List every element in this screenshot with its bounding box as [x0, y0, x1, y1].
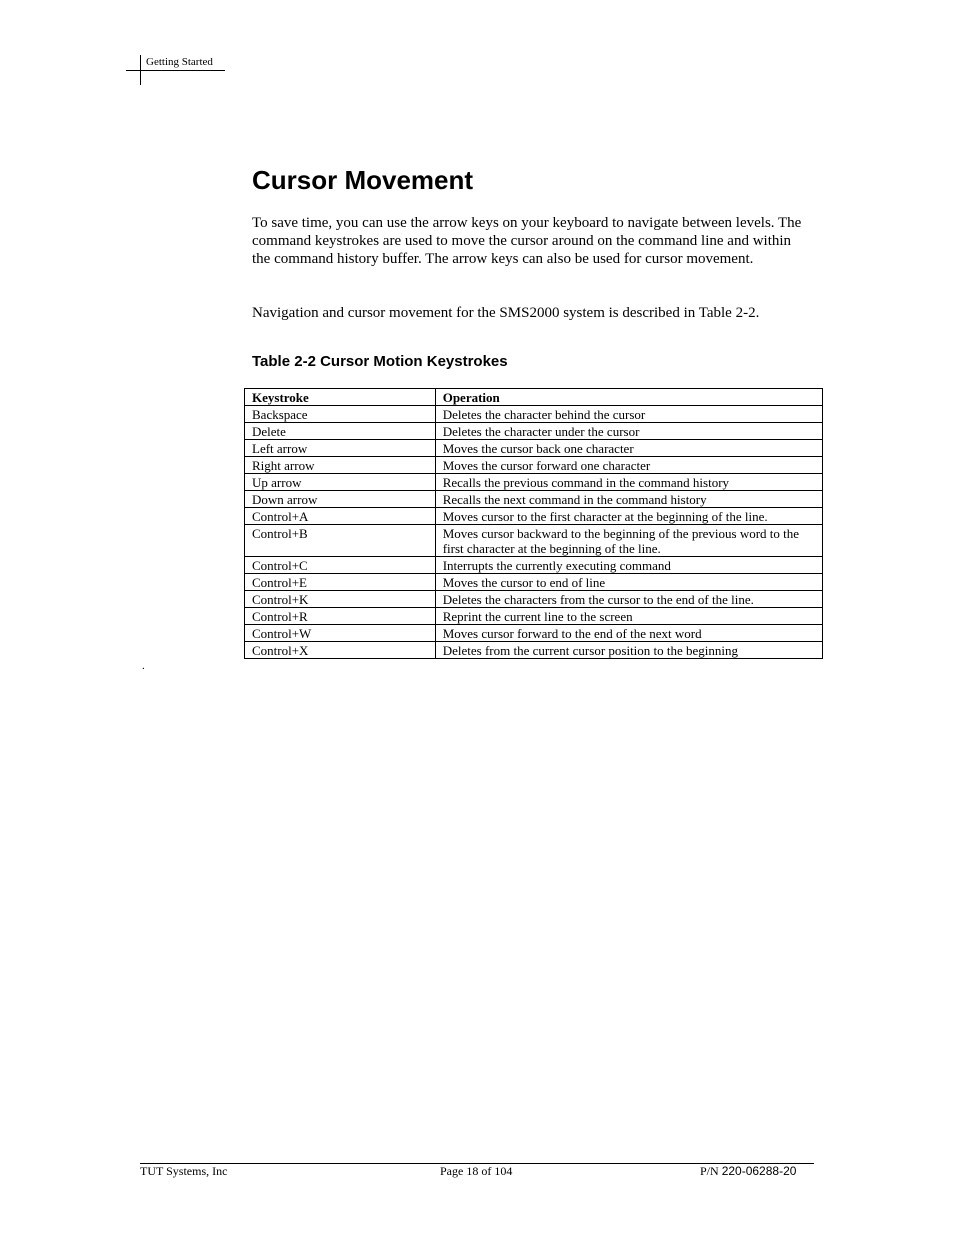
keystroke-cell: Left arrow — [245, 440, 436, 457]
table-row — [245, 642, 823, 659]
table-header-row — [245, 389, 823, 406]
intro-paragraph: To save time, you can use the arrow keys on your keyboard to navigate between levels. The command keystrokes are used to move the cursor around on the command line and within the command history buffer. The arrow keys can also be used for cursor movement. — [252, 215, 802, 267]
operation-cell: Deletes the character under the cursor — [435, 423, 822, 440]
table-row — [245, 557, 823, 574]
operation-cell: Interrupts the currently executing command — [435, 557, 822, 574]
table-row — [245, 574, 823, 591]
keystroke-cell: Control+W — [245, 625, 436, 642]
table-row — [245, 508, 823, 525]
part-number-prefix: P/N — [700, 1164, 722, 1178]
operation-cell: Deletes the character behind the cursor — [435, 406, 822, 423]
operation-cell: Recalls the next command in the command history — [435, 491, 822, 508]
keystroke-cell: Control+E — [245, 574, 436, 591]
operation-cell: Moves the cursor to end of line — [435, 574, 822, 591]
operation-cell: Moves cursor backward to the beginning of the previous word to the first character at the beginning of the line. — [435, 525, 822, 557]
column-header-keystroke: Keystroke — [245, 389, 436, 406]
operation-cell: Deletes from the current cursor position to the beginning — [435, 642, 822, 659]
part-number-value: 220-06288-20 — [721, 1164, 797, 1178]
keystroke-cell: Backspace — [245, 406, 436, 423]
stray-mark: . — [142, 660, 145, 672]
table-caption: Table 2-2 Cursor Motion Keystrokes — [252, 353, 508, 370]
table-row — [245, 457, 823, 474]
keystroke-cell: Control+R — [245, 608, 436, 625]
header-corner-tick — [140, 55, 141, 85]
footer-page-number: Page 18 of 104 — [440, 1164, 513, 1178]
keystroke-cell: Control+B — [245, 525, 436, 557]
operation-cell: Deletes the characters from the cursor to the end of the line. — [435, 591, 822, 608]
keystroke-cell: Control+K — [245, 591, 436, 608]
operation-cell: Recalls the previous command in the command history — [435, 474, 822, 491]
keystroke-table — [244, 388, 823, 659]
footer-company: TUT Systems, Inc — [140, 1164, 228, 1178]
keystroke-cell: Control+A — [245, 508, 436, 525]
keystroke-cell: Right arrow — [245, 457, 436, 474]
operation-cell: Moves cursor to the first character at the beginning of the line. — [435, 508, 822, 525]
table-row — [245, 474, 823, 491]
keystroke-cell: Control+X — [245, 642, 436, 659]
table-row — [245, 525, 823, 557]
table-row — [245, 440, 823, 457]
keystroke-cell: Down arrow — [245, 491, 436, 508]
table-reference-paragraph: Navigation and cursor movement for the SMS2000 system is described in Table 2-2. — [252, 305, 760, 321]
keystroke-cell: Up arrow — [245, 474, 436, 491]
keystroke-cell: Delete — [245, 423, 436, 440]
table-row — [245, 423, 823, 440]
keystroke-cell: Control+C — [245, 557, 436, 574]
operation-cell: Moves the cursor back one character — [435, 440, 822, 457]
footer-part-number — [700, 1164, 796, 1178]
operation-cell: Reprint the current line to the screen — [435, 608, 822, 625]
table-row — [245, 406, 823, 423]
operation-cell: Moves the cursor forward one character — [435, 457, 822, 474]
running-header: Getting Started — [146, 56, 213, 68]
table-row — [245, 591, 823, 608]
table-row — [245, 491, 823, 508]
operation-cell: Moves cursor forward to the end of the next word — [435, 625, 822, 642]
column-header-operation: Operation — [435, 389, 822, 406]
table-row — [245, 625, 823, 642]
table-row — [245, 608, 823, 625]
page-title: Cursor Movement — [252, 165, 474, 195]
